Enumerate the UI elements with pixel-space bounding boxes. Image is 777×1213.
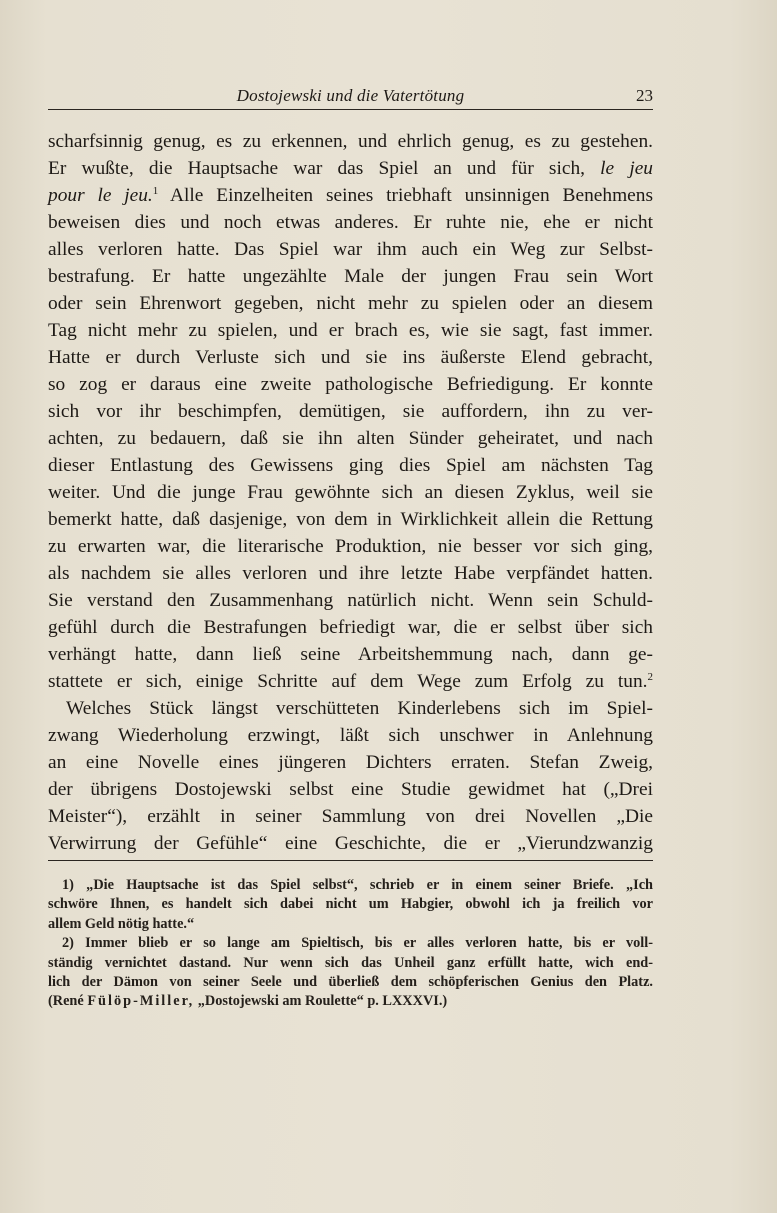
text-line: zu erwarten war, die literarische Produktion, nie besser vor sich ging, <box>48 536 653 557</box>
text-line: Verwirrung der Gefühle“ eine Geschichte, die er „Vierundzwanzig <box>48 833 653 854</box>
text-line: beweisen dies und noch etwas anderes. Er ruhte nie, ehe er nicht <box>48 212 653 233</box>
footnote-marker: 1 <box>152 185 159 197</box>
text-line: bestrafung. Er hatte ungezählte Male der jungen Frau sein Wort <box>48 266 653 287</box>
text-line: weiter. Und die junge Frau gewöhnte sich an diesen Zyklus, weil sie <box>48 482 653 503</box>
italic-phrase: pour le jeu. <box>48 185 153 206</box>
footnote-line: ständig vernichtet dastand. Nur wenn sich das Unheil ganz erfüllt hatte, wich end- <box>48 954 653 971</box>
text-line: gefühl durch die Bestrafungen befriedigt war, die er selbst über sich <box>48 617 653 638</box>
text-line: alles verloren hatte. Das Spiel war ihm auch ein Weg zur Selbst- <box>48 239 653 260</box>
text-line: so zog er daraus eine zweite pathologische Befriedigung. Er konnte <box>48 374 653 395</box>
text-segment: Alle Einzelheiten seines triebhaft unsinnigen Benehmens <box>170 185 653 206</box>
text-line: dieser Entlastung des Gewissens ging dies Spiel am nächsten Tag <box>48 455 653 476</box>
text-line <box>48 182 653 209</box>
text-line <box>48 155 653 182</box>
running-title: Dostojewski und die Vatertötung <box>236 86 465 105</box>
text-line: sich vor ihr beschimpfen, demütigen, sie auffordern, ihn zu ver- <box>48 401 653 422</box>
text-line: Meister“), erzählt in seiner Sammlung von drei Novellen „Die <box>48 806 653 827</box>
footnote-line: lich der Dämon von seiner Seele und überließ dem schöpferischen Genius den Platz. <box>48 973 653 990</box>
text-segment: stattete er sich, einige Schritte auf dem Wege zum Erfolg zu tun. <box>48 671 648 692</box>
text-line: an eine Novelle eines jüngeren Dichters erraten. Stefan Zweig, <box>48 752 653 773</box>
footnote-line <box>48 992 653 1011</box>
footnote-line: 2) Immer blieb er so lange am Spieltisch, bis er alles verloren hatte, bis er voll- <box>62 935 653 952</box>
text-line: Tag nicht mehr zu spielen, und er brach es, wie sie sagt, fast immer. <box>48 320 653 341</box>
citation-title: „Dostojewski am Roulette“ p. LXXXVI.) <box>197 993 448 1010</box>
page-number: 23 <box>636 86 653 105</box>
text-line: scharfsinnig genug, es zu erkennen, und ehrlich genug, es zu gestehen. <box>48 131 653 152</box>
text-segment: Er wußte, die Hauptsache war das Spiel an und für sich, <box>48 158 586 179</box>
running-header <box>48 86 653 112</box>
text-line: oder sein Ehrenwort gegeben, nicht mehr zu spielen oder an diesem <box>48 293 653 314</box>
text-line: als nachdem sie alles verloren und ihre letzte Habe verpfändet hatten. <box>48 563 653 584</box>
text-line: zwang Wiederholung erzwingt, läßt sich unschwer in Anlehnung <box>48 725 653 746</box>
text-line <box>48 668 653 695</box>
author-name: Fülöp-Miller, <box>87 993 195 1010</box>
citation-prefix: (René <box>48 993 84 1010</box>
text-line: Sie verstand den Zusammenhang natürlich nicht. Wenn sein Schuld- <box>48 590 653 611</box>
main-text <box>48 128 653 857</box>
text-line: Hatte er durch Verluste sich und sie ins äußerste Elend gebracht, <box>48 347 653 368</box>
footnotes <box>48 876 653 1012</box>
header-rule <box>48 109 653 110</box>
text-line: achten, zu bedauern, daß sie ihn alten Sünder geheiratet, und nach <box>48 428 653 449</box>
paragraph-start-line: Welches Stück längst verschütteten Kinderlebens sich im Spiel- <box>66 698 653 719</box>
footnote-line: schwöre Ihnen, es handelt sich dabei nicht um Habgier, obwohl ich ja freilich vor <box>48 896 653 913</box>
text-line: der übrigens Dostojewski selbst eine Studie gewidmet hat („Drei <box>48 779 653 800</box>
footnote-line: allem Geld nötig hatte.“ <box>48 915 195 932</box>
text-line: bemerkt hatte, daß dasjenige, von dem in Wirklichkeit allein die Rettung <box>48 509 653 530</box>
footnote-rule <box>48 860 653 861</box>
text-line: verhängt hatte, dann ließ seine Arbeitshemmung nach, dann ge- <box>48 644 653 665</box>
footnote-line: 1) „Die Hauptsache ist das Spiel selbst“, schrieb er in einem seiner Briefe. „Ich <box>62 877 653 893</box>
italic-phrase: le jeu <box>600 158 654 179</box>
footnote-marker: 2 <box>647 671 653 683</box>
